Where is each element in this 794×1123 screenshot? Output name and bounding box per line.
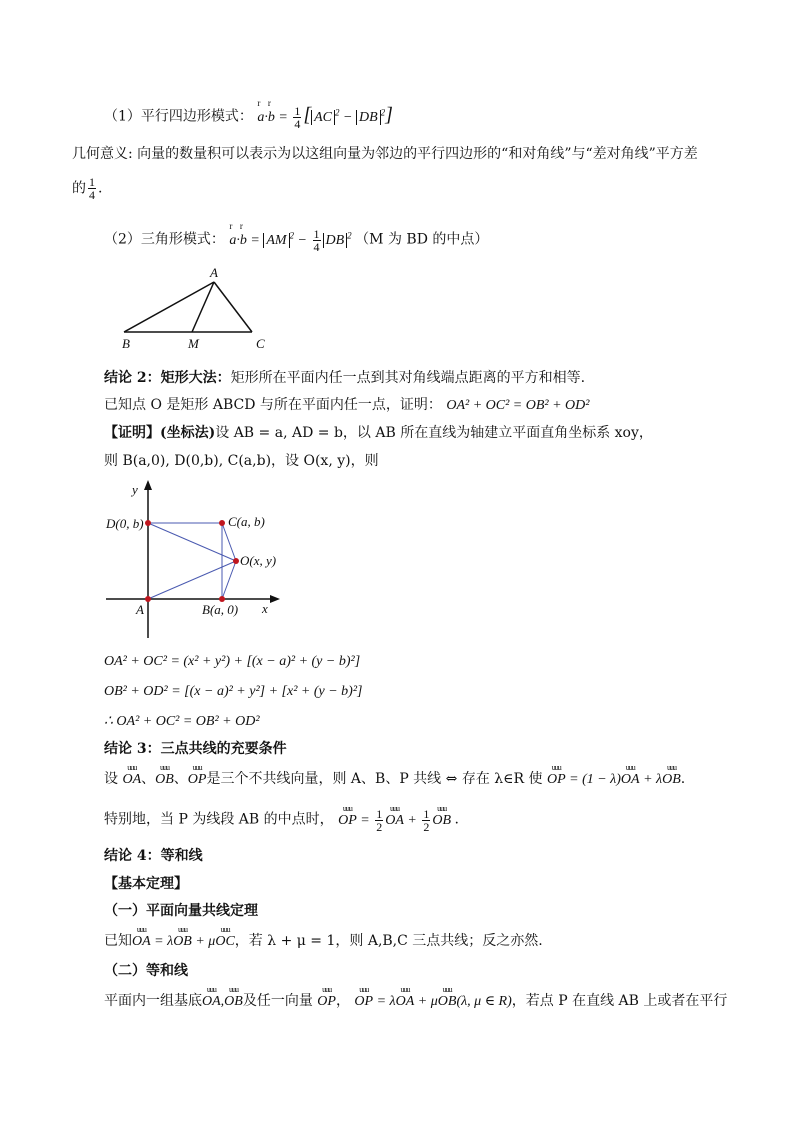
c2-title-line: [104, 369, 585, 387]
tri-label-m: M: [188, 336, 199, 351]
c4-title: 结论 4：等和线: [104, 848, 203, 864]
sec1-geom: 几何意义: 向量的数量积可以表示为以这组向量为邻边的平行四边形的“和对角线”与“差对角线”平方差: [72, 146, 698, 162]
point-c: [219, 520, 225, 526]
c2-given-line: [104, 396, 589, 415]
c2-eq1: OA² + OC² = (x² + y²) + [(x − a)² + (y − b)²]: [104, 654, 361, 669]
c4-basic: 【基本定理】: [104, 876, 188, 892]
label-a: A: [136, 602, 144, 617]
axis-label-y: y: [132, 482, 138, 497]
tri-label-c: C: [256, 336, 265, 351]
c3-line2: 特别地，当 P 为线段 AB 的中点时， uuu OP = $\frac{1}{2}$ uuu OA + $\frac{1}{2}$ uuu OB .: [104, 803, 459, 834]
c2-proof-label: 【证明】(坐标法): [104, 425, 216, 441]
c3-line1: 设 uuu OA、 uuu OB、 uuu OP是三个不共线向量，则 A、B、P 共线 ⇔ 存在 λ∈R 使 uuu OP = (1 − λ) uuu OA + λ uuu OB.: [104, 763, 686, 787]
axis-label-x: x: [262, 601, 268, 616]
coordinate-figure: [100, 478, 290, 643]
sec2-formula: r a· r b = AM $^2$ − $\frac{1}{4}$ DB $^2$: [229, 220, 352, 254]
c2-proof-line: [104, 424, 653, 442]
label-o: O(x, y): [240, 553, 277, 568]
label-c: C(a, b): [228, 514, 265, 529]
c4-t1-text: 已知 uuu OA = λ uuu OB + μ uuu OC，若 λ + μ = 1，则 A,B,C 三点共线；反之亦然.: [104, 925, 543, 949]
sec1-frac: $\frac{1}{4}$: [294, 103, 301, 131]
tri-label-b: B: [122, 336, 130, 351]
c2-title: 结论 2：矩形大法：: [104, 370, 231, 386]
label-b: B(a, 0): [202, 602, 239, 617]
sec2-note: （M 为 BD 的中点）: [355, 231, 489, 248]
sec2-line: [104, 220, 489, 254]
label-d: D(0, b): [106, 516, 144, 531]
triangle-figure: [110, 262, 280, 354]
point-o: [233, 558, 239, 564]
c2-given-eq: OA² + OC² = OB² + OD²: [446, 398, 590, 413]
c2-given: 已知点 O 是矩形 ABCD 与所在平面内任一点，证明：: [104, 397, 442, 413]
point-a: [145, 596, 151, 602]
sec1-formula: r a· r b = $\frac{1}{4}$ [ AC $^2$ − DB $^2$]: [257, 97, 393, 131]
sec2-label: （2）三角形模式：: [104, 231, 225, 248]
c2-eq3: ∴ OA² + OC² = OB² + OD²: [104, 714, 260, 729]
c4-t2-text: 平面内一组基底 uuu OA, uuu OB及任一向量 uuu OP， uuu OP = λ uuu OA + μ uuu OB(λ, μ ∈ R)，若点 P 在直线 AB 上或者在平行: [104, 985, 728, 1009]
tri-label-a: A: [210, 265, 218, 280]
sec1-line: [104, 97, 393, 131]
sec1-geom2: 的 $\frac{1}{4}$ .: [72, 175, 103, 202]
c2-then: 则 B(a,0), D(0,b), C(a,b)，设 O(x, y)，则: [104, 453, 379, 469]
c4-t2: （二）等和线: [104, 963, 188, 979]
c2-proof-text: 设 AB = a, AD = b，以 AB 所在直线为轴建立平面直角坐标系 xoy，: [215, 425, 653, 441]
c2-eq2: OB² + OD² = [(x − a)² + y²] + [x² + (y − b)²]: [104, 684, 363, 699]
sec1-label: （1）平行四边形模式：: [104, 108, 253, 125]
c3-title: 结论 3：三点共线的充要条件: [104, 741, 287, 757]
c4-t1: （一）平面向量共线定理: [104, 903, 258, 919]
c2-text: 矩形所在平面内任一点到其对角线端点距离的平方和相等.: [230, 370, 586, 386]
point-d: [145, 520, 151, 526]
